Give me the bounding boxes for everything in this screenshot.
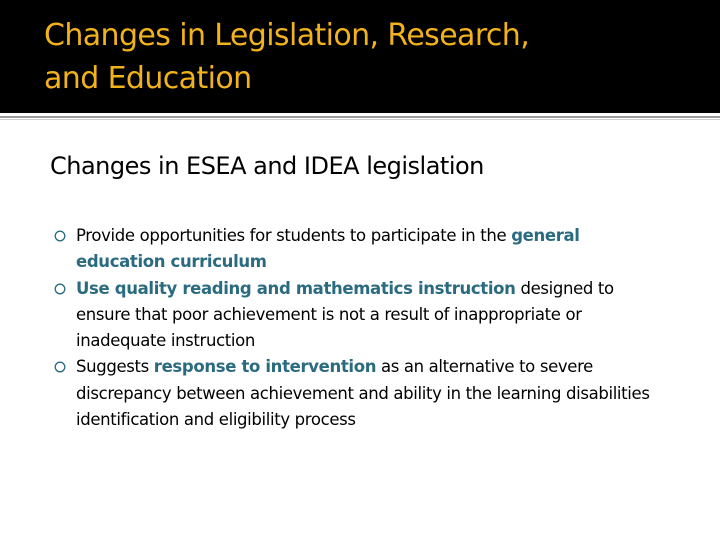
bullet-item bbox=[54, 223, 664, 276]
hollow-circle-bullet-icon bbox=[54, 230, 66, 242]
slide-title bbox=[44, 14, 704, 100]
title-divider-line-light bbox=[0, 119, 720, 120]
hollow-circle-bullet-icon bbox=[54, 361, 66, 373]
bullet-highlight: Use quality reading and mathematics instruction bbox=[76, 278, 516, 298]
bullet-text: designed to ensure that poor achievement is not a result of inappropriate or inadequate instruction bbox=[76, 278, 614, 351]
title-divider-line bbox=[0, 116, 720, 118]
slide-title-line-2: and Education bbox=[44, 61, 252, 96]
bullet-list bbox=[54, 223, 664, 433]
subheading: Changes in ESEA and IDEA legislation bbox=[50, 152, 484, 180]
bullet-item bbox=[54, 354, 664, 433]
bullet-highlight: general education curriculum bbox=[76, 226, 580, 272]
title-bar bbox=[0, 0, 720, 113]
slide-title-line-1: Changes in Legislation, Research, bbox=[44, 18, 530, 53]
bullet-text: as an alternative to severe discrepancy between achievement and ability in the learning disabilities identification and eligibility process bbox=[76, 357, 650, 430]
bullet-text: Provide opportunities for students to participate in the bbox=[76, 226, 512, 245]
bullet-highlight: response to intervention bbox=[153, 357, 377, 377]
bullet-item bbox=[54, 276, 664, 355]
bullet-text: Suggests bbox=[76, 357, 154, 377]
hollow-circle-bullet-icon bbox=[54, 283, 66, 295]
